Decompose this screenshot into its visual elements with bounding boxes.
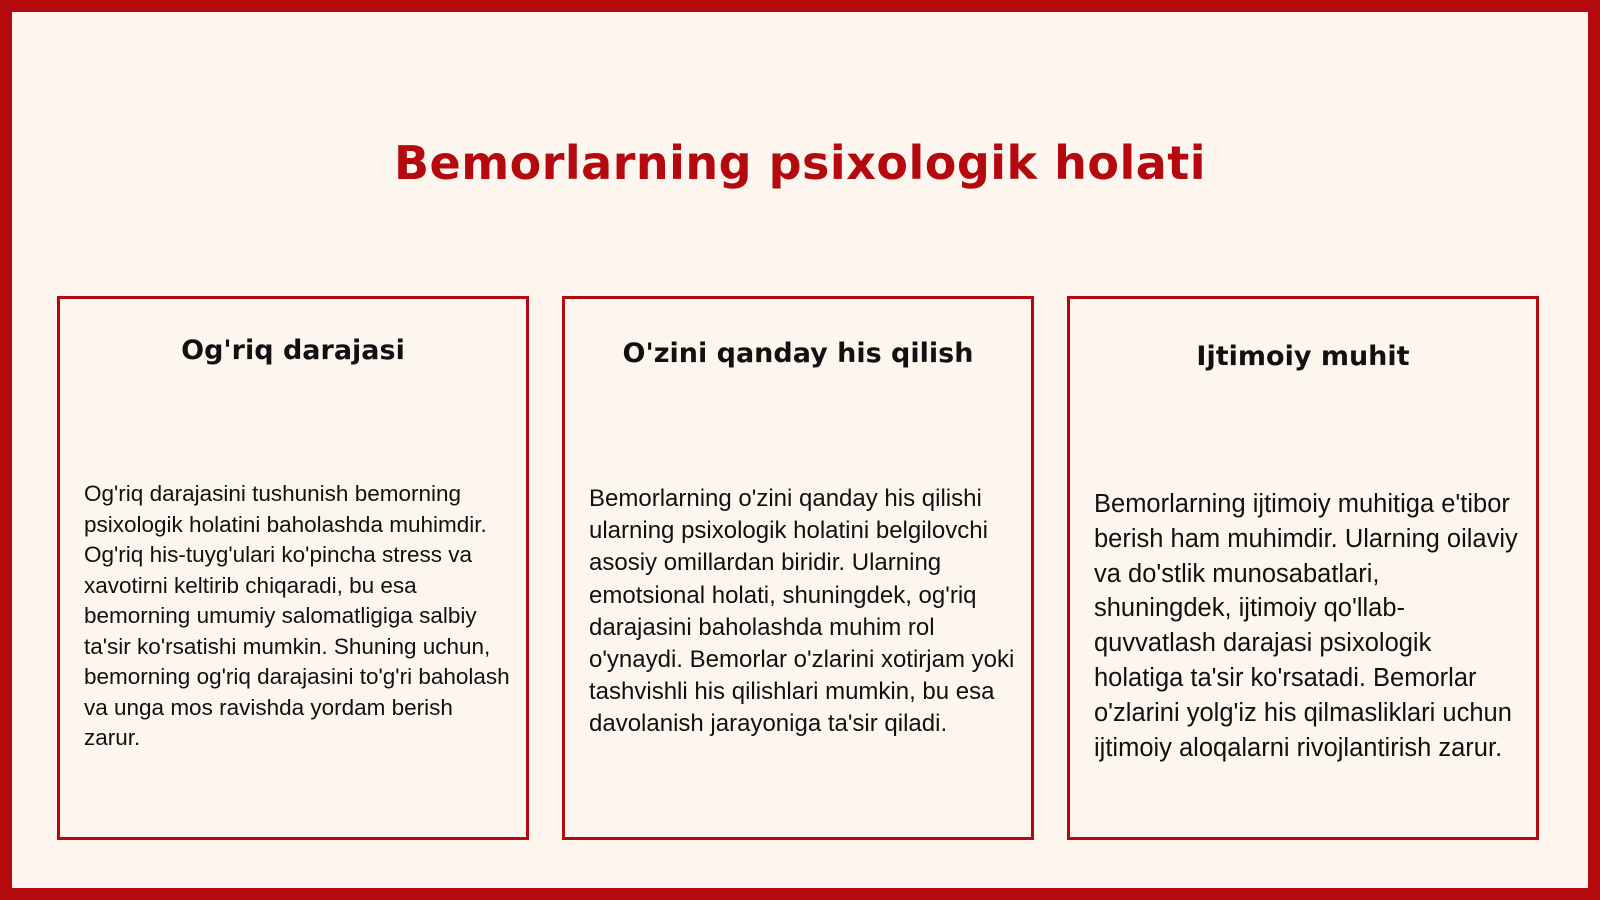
card-self-feeling bbox=[562, 296, 1034, 840]
card-pain-level bbox=[57, 296, 529, 840]
card-heading: O'zini qanday his qilish bbox=[622, 338, 974, 369]
card-heading: Ijtimoiy muhit bbox=[1196, 341, 1410, 372]
slide bbox=[12, 12, 1588, 888]
card-heading: Og'riq darajasi bbox=[181, 335, 405, 366]
card-body: Og'riq darajasini tushunish bemorning psixologik holatini baholashda muhimdir. Og'riq his-tuyg'ulari ko'pincha stress va xavotirni keltirib chiqaradi, bu esa bemorning umumiy salomatligiga salbiy ta'sir ko'rsatishi mumkin. Shuning uchun, bemorning og'riq darajasini to'g'ri baholash va unga mos ravishda yordam berish zarur. bbox=[84, 481, 510, 750]
card-body: Bemorlarning o'zini qanday his qilishi ularning psixologik holatini belgilovchi asosiy omillardan biridir. Ularning emotsional holati, shuningdek, og'riq darajasini baholashda muhim rol o'ynaydi. Bemorlar o'zlarini xotirjam yoki tashvishli his qilishlari mumkin, bu esa davolanish jarayoniga ta'sir qiladi. bbox=[589, 485, 1015, 738]
card-social-environment bbox=[1067, 296, 1539, 840]
slide-title: Bemorlarning psixologik holati bbox=[393, 136, 1207, 190]
card-body: Bemorlarning ijtimoiy muhitiga e'tibor berish ham muhimdir. Ularning oilaviy va do'stlik munosabatlari, shuningdek, ijtimoiy qo'llab-quvvatlash darajasi psixologik holatiga ta'sir ko'rsatadi. Bemorlar o'zlarini yolg'iz his qilmasliklari uchun ijtimoiy aloqalarni rivojlantirish zarur. bbox=[1094, 490, 1518, 762]
